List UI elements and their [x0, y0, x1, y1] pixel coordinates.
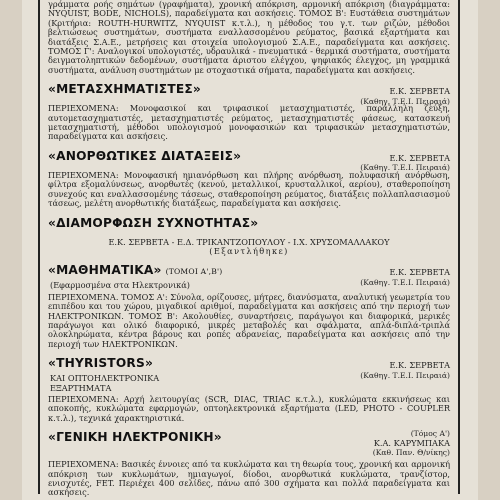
- section-author: Ε.Κ. ΣΕΡΒΕΤΑ (Καθηγ. Τ.Ε.Ι. Πειραιά): [360, 360, 450, 380]
- section-author: (Τόμος Α') Κ.Α. ΚΑΡΥΜΠΑΚΑ (Καθ. Παν. Θ/νίκης): [372, 429, 450, 458]
- author-affiliation: (Καθηγ. Τ.Ε.Ι. Πειραιά): [360, 277, 450, 287]
- author-affiliation: (Καθηγ. Τ.Ε.Ι. Πειραιά): [360, 163, 450, 173]
- volume-note: (Τόμος Α'): [410, 429, 450, 439]
- author-affiliation: (Καθηγ. Τ.Ε.Ι. Πειραιά): [360, 370, 450, 380]
- catalogue-text: [48, 0, 450, 498]
- book-page: [22, 0, 478, 500]
- section-title: «ΜΑΘΗΜΑΤΙΚΑ» (ΤΟΜΟΙ Α',Β'): [48, 263, 223, 278]
- section-subtitle-2: ΕΞΑΡΤΗΜΑΤΑ: [50, 382, 112, 393]
- section-author: Ε.Κ. ΣΕΡΒΕΤΑ (Καθηγ. Τ.Ε.Ι. Πειραιά): [360, 152, 450, 173]
- section-mathimatika: [48, 265, 450, 349]
- section-subtitle: ΚΑΙ ΟΠΤΟΗΛΕΚΤΡΟΝΙΚΑ: [50, 373, 160, 384]
- section-title: «ΜΕΤΑΣΧΗΜΑΤΙΣΤΕΣ»: [48, 82, 201, 97]
- section-title: «ΔΙΑΜΟΡΦΩΣΗ ΣΥΧΝΟΤΗΤΑΣ»: [48, 215, 259, 230]
- section-title: «ΑΝΟΡΘΩΤΙΚΕΣ ΔΙΑΤΑΞΕΙΣ»: [48, 148, 242, 163]
- volumes-note: (ΤΟΜΟΙ Α',Β'): [165, 267, 223, 277]
- section-diamorfosi: [48, 215, 450, 257]
- section-geniki: [48, 429, 450, 498]
- author-affiliation: (Καθ. Παν. Θ/νίκης): [372, 448, 450, 458]
- section-content: ΠΕΡΙΕΧΟΜΕΝΑ: Μονοφασικοί και τριφασικοί μετασχηματιστές, παράλληλη ζεύξη, αυτομετασχηματιστές, μετασχηματιστές ρεύματος, μετασχηματιστές φάσεως, κατασκευή μετασχηματιστή, μέθοδοι υπολογισμού μονοφασικών και τριφασικών μετασχηματιστών, παραδείγματα και ασκήσεις.: [48, 103, 450, 142]
- section-anorthotikes: [48, 148, 450, 209]
- section-title: «THYRISTORS»: [48, 356, 154, 371]
- out-of-print-note: (Εξαντλήθηκε): [209, 245, 289, 256]
- section-content: ΠΕΡΙΕΧΟΜΕΝΑ. ΤΟΜΟΣ Α': Σύνολα, ορίζουσες, μήτρες, διανύσματα, αναλυτική γεωμετρία του επιπέδου και του χώρου, μιγαδικοί αριθμοί, παραδείγματα και ασκήσεις από την περιοχή των ΗΛΕΚΤΡΟΝΙΚΩΝ. ΤΟΜΟΣ Β': Ακολουθίες, συναρτήσεις, παράγωγοι και διαφορικά, μερικές παράγωγοι και ολικό διαφορικό, μικρές μεταβολές και σφάλματα, απλά-διπλά-τριπλά ολοκληρώματα, κέντρα βάρους και ροπές αδρανείας, παραδείγματα και ασκήσεις από την περιοχή των ΗΛΕΚΤΡΟΝΙΚΩΝ.: [48, 291, 450, 349]
- section-content: ΠΕΡΙΕΧΟΜΕΝΑ: Βασικές έννοιες από τα κυκλώματα και τη θεωρία τους, χρονική και αρμονική απόκριση των κυκλωμάτων, ημιαγωγοί, δίοδοι, ανορθωτικά κυκλώματα, τρανζίστορ, ενισχυτές, FET. Περιέχει 400 σελίδες, πάνω από 300 σχήματα και πολλά παραδείγματα και ασκήσεις.: [48, 459, 450, 498]
- section-content: ΠΕΡΙΕΧΟΜΕΝΑ: Μονοφασική ημιανόρθωση και πλήρης ανόρθωση, πολυφασική ανόρθωση, φίλτρα εξομαλύνσεως, ανορθωτές (κενού, μεταλλικοί, κρυσταλλικοί, αερίου), σταθεροποίηση συνεχούς και εναλλασσομένης τάσεως, σταθεροποίηση ρεύματος, διατάξεις πολλαπλασιασμού τάσεως, μελέτη ανορθωτικής διατάξεως, παραδείγματα και ασκήσεις.: [48, 169, 450, 209]
- section-author: Ε.Κ. ΣΕΡΒΕΤΑ (Καθηγ. Τ.Ε.Ι. Πειραιά): [360, 267, 450, 287]
- section-authors: Ε.Κ. ΣΕΡΒΕΤΑ - Ε.Δ. ΤΡΙΚΑΝΤΖΟΠΟΥΛΟΥ - Ι.Χ. ΧΡΥΣΟΜΑΛΛΑΚΟΥ: [108, 236, 390, 247]
- author-affiliation: (Καθηγ. Τ.Ε.Ι. Πειραιά): [360, 96, 450, 106]
- section-author: Ε.Κ. ΣΕΡΒΕΤΑ (Καθηγ. Τ.Ε.Ι. Πειραιά): [360, 86, 450, 106]
- section-metasxhmatistes: [48, 84, 450, 142]
- intro-paragraph: γράμματα ροής σημάτων (γραφήματα), χρονική απόκριση, αρμονική απόκριση (διαγράμματα: NYQUIST, BODE, NICHOLS), παραδείγματα και ασκήσεις. ΤΟΜΟΣ Β': Ευστάθεια συστημάτων (Κριτήρια: ROUTH-HURWITZ, NYQUIST κ.τ.λ.), η μέθοδος του γ.τ. των ριζών, μέθοδοι βελτιώσεως συστημάτων, συστήματα εναλλασσομένου ρεύματος, βασικά εξαρτήματα και διατάξεις Σ.Α.Ε., μετρήσεις και στοιχεία υπολογισμού Σ.Α.Ε., παραδείγματα και ασκήσεις. ΤΟΜΟΣ Γ': Αναλογικοί υπολογιστές, υδραυλικά - πνευματικά - θερμικά συστήματα, συστήματα δειγματοληπτικών δεδομένων, συστήματα άριστου ελέγχου, ψηφιακός έλεγχος, μη γραμμικά συστήματα, ανάλυση συστημάτων με στοχαστικά σήματα, παραδείγματα και ασκήσεις.: [48, 0, 450, 75]
- section-content: ΠΕΡΙΕΧΟΜΕΝΑ: Αρχή λειτουργίας (SCR, DIAC, TRIAC κ.τ.λ.), κυκλώματα εκκινήσεως και αποκοπής, κυκλώματα εφαρμογών, οπτοηλεκτρονικά εξαρτήματα (LED, PHOTO - COUPLER κ.τ.λ.), τεχνικά χαρακτηριστικά.: [48, 393, 450, 423]
- section-title: «ΓΕΝΙΚΗ ΗΛΕΚΤΡΟΝΙΚΗ»: [48, 430, 222, 445]
- section-subtitle: (Εφαρμοσμένα στα Ηλεκτρονικά): [50, 280, 190, 291]
- section-thyristors: [48, 358, 450, 423]
